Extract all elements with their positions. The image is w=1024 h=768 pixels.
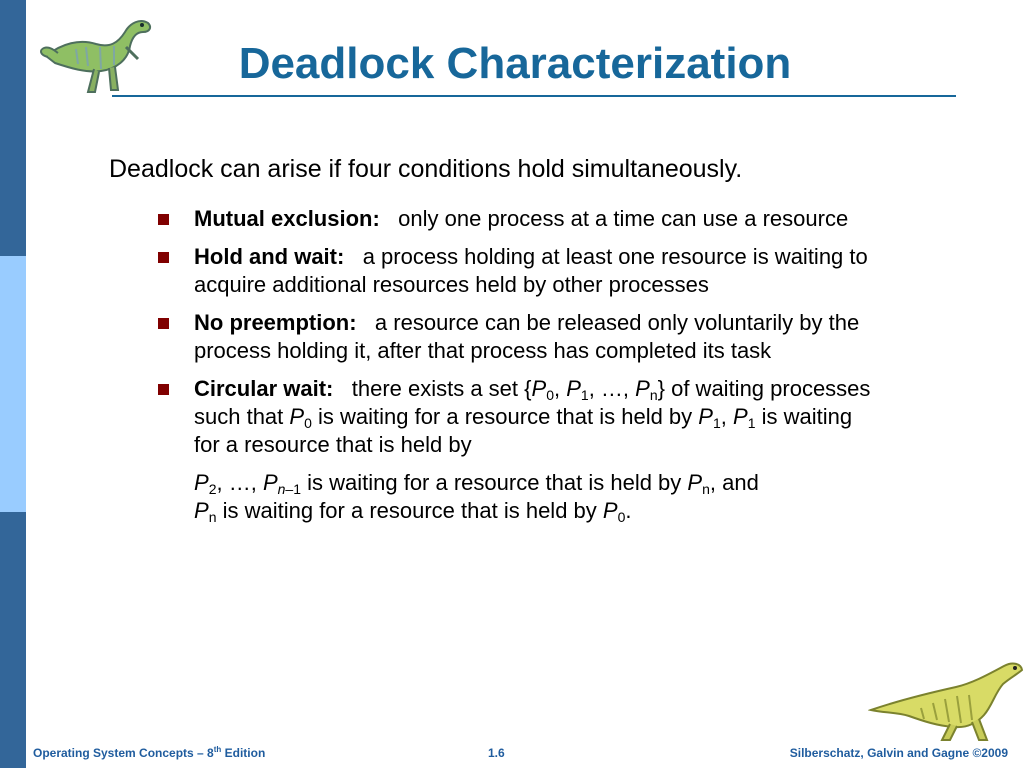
list-item-hold-and-wait bbox=[155, 243, 875, 299]
process-symbol: P bbox=[194, 498, 209, 523]
bullet-spacing bbox=[340, 376, 352, 401]
process-symbol: P bbox=[566, 376, 581, 401]
footer-authors: Silberschatz, Galvin and Gagne ©2009 bbox=[789, 746, 1008, 760]
footer-edition-label: Edition bbox=[221, 746, 266, 760]
process-subscript: 2 bbox=[208, 481, 217, 497]
process-subscript: 1 bbox=[747, 415, 756, 431]
process-symbol: P bbox=[289, 404, 305, 429]
bullet-spacing bbox=[350, 244, 362, 269]
square-bullet-icon bbox=[158, 214, 169, 225]
list-item-mutual-exclusion bbox=[155, 205, 875, 233]
title-rule bbox=[112, 95, 956, 97]
list-item-circular-wait bbox=[155, 375, 875, 525]
process-subscript: n bbox=[649, 387, 658, 403]
process-symbol: P bbox=[531, 376, 547, 401]
process-subscript: 0 bbox=[617, 509, 626, 525]
bullet-text: a process holding at least one resource is waiting to acquire additional resources held by other processes bbox=[194, 244, 868, 297]
bullet-text-part: is waiting for a resource that is held by bbox=[311, 404, 699, 429]
intro-text: Deadlock can arise if four conditions hold simultaneously. bbox=[109, 155, 743, 183]
bottom-dinosaur-icon bbox=[868, 660, 1024, 742]
footer-book-title-main: Operating System Concepts – 8 bbox=[33, 746, 214, 760]
sentence-period: . bbox=[625, 498, 632, 523]
bullet-separator: , …, bbox=[588, 376, 636, 401]
bullet-term: Circular wait: bbox=[194, 376, 334, 401]
footer-book-title bbox=[33, 745, 265, 761]
footer-edition-superscript: th bbox=[213, 745, 222, 754]
bullet-separator: , bbox=[720, 404, 734, 429]
process-subscript: n–1 bbox=[277, 481, 301, 497]
process-symbol: P bbox=[194, 470, 209, 495]
square-bullet-icon bbox=[158, 252, 169, 263]
page-title: Deadlock Characterization bbox=[238, 39, 792, 88]
bullet-separator: , …, bbox=[216, 470, 263, 495]
bullet-text-part: there exists a set { bbox=[351, 376, 532, 401]
bullet-term: Mutual exclusion: bbox=[194, 206, 380, 231]
top-dinosaur-icon bbox=[38, 8, 156, 96]
circular-wait-continuation bbox=[194, 469, 875, 525]
process-subscript: 0 bbox=[304, 415, 312, 431]
sidebar-middle-block bbox=[0, 256, 26, 512]
process-subscript: n bbox=[208, 509, 217, 525]
bullet-text-part: is waiting for a resource that is held by bbox=[216, 498, 603, 523]
process-symbol: P bbox=[698, 404, 713, 429]
bullet-text-part: } of waiting processes such that bbox=[194, 376, 871, 429]
process-subscript: 0 bbox=[546, 387, 554, 403]
bullet-spacing bbox=[363, 310, 375, 335]
process-symbol: P bbox=[602, 498, 618, 523]
bullet-text-part: is waiting for a resource that is held by bbox=[194, 404, 853, 457]
process-subscript: 1 bbox=[712, 415, 721, 431]
bullet-text: a resource can be released only voluntarily by the process holding it, after that process has completed its task bbox=[194, 310, 860, 363]
process-symbol: P bbox=[733, 404, 748, 429]
bullet-term: Hold and wait: bbox=[194, 244, 345, 269]
process-symbol: P bbox=[635, 376, 650, 401]
process-symbol: P bbox=[687, 470, 703, 495]
process-subscript: n bbox=[702, 481, 710, 497]
sidebar-bottom-block bbox=[0, 512, 26, 768]
bullet-term: No preemption: bbox=[194, 310, 357, 335]
page-number: 1.6 bbox=[488, 746, 505, 760]
condition-list bbox=[155, 205, 875, 535]
bullet-spacing bbox=[386, 206, 398, 231]
sidebar-top-block bbox=[0, 0, 26, 256]
process-symbol: P bbox=[262, 470, 278, 495]
list-item-no-preemption bbox=[155, 309, 875, 365]
bullet-text-part: is waiting for a resource that is held by bbox=[301, 470, 688, 495]
square-bullet-icon bbox=[158, 318, 169, 329]
process-subscript: 1 bbox=[580, 387, 589, 403]
bullet-separator: , bbox=[553, 376, 567, 401]
square-bullet-icon bbox=[158, 384, 169, 395]
bullet-text: only one process at a time can use a resource bbox=[398, 206, 849, 231]
bullet-text-part: , and bbox=[709, 470, 759, 495]
